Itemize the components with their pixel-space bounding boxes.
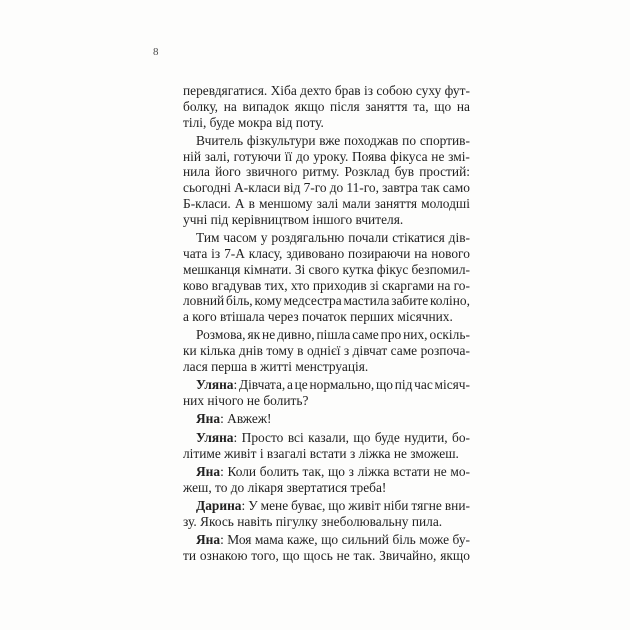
text-line: Яна: Авжеж!	[196, 411, 272, 427]
text-line: Дарина: У мене буває, що живіт ніби тягне вни-	[196, 497, 470, 513]
paragraph	[183, 133, 470, 228]
text-line: жеш, то до лікаря звертатися треба!	[183, 479, 387, 495]
speaker-name: Дарина	[196, 497, 242, 513]
paragraph	[183, 411, 470, 427]
text-line: ній залі, готуючи її до уроку. Поява фікуса не змі-	[183, 148, 470, 164]
text-line: ти ознакою того, що щось не так. Звичайно, якщо	[183, 547, 470, 563]
text-line: Яна: Коли болить так, що з ліжка встати не мо-	[196, 463, 470, 479]
text-line: Б-класи. А в меншому залі мали заняття молодші	[183, 196, 470, 212]
paragraph	[183, 83, 470, 130]
text-line: мешканця кімнати. Зі свого кутка фікус безпомил-	[183, 261, 470, 277]
speaker-name: Яна	[196, 532, 221, 548]
text-line: Яна: Моя мама каже, що сильний біль може бу-	[196, 532, 470, 548]
text-block	[183, 83, 470, 564]
text-line: болку, на випадок якщо після заняття та, що на	[183, 98, 470, 114]
text-line: ково вгадував тих, хто приходив зі скаргами на го-	[183, 277, 470, 293]
text-line: чата із 7-А класу, здивовано позираючи на нового	[183, 245, 470, 261]
text-line: Вчитель фізкультури вже походжав по спортив-	[196, 132, 470, 148]
text-line: сьогодні А-класи від 7-го до 11-го, завтра так само	[183, 180, 470, 196]
text-line: Уляна: Просто всі казали, що буде нудити, бо-	[196, 429, 470, 445]
paragraph	[183, 377, 470, 409]
speaker-name: Яна	[196, 463, 221, 479]
text-line: ловний біль, кому медсестра мастила забите коліно,	[183, 293, 470, 309]
text-line: учні під керівництвом іншого вчителя.	[183, 211, 404, 227]
page-number: 8	[153, 46, 159, 58]
text-line: Розмова, як не дивно, пішла саме про них, оскіль-	[196, 327, 470, 343]
text-line: лася перша в житті менструація.	[183, 359, 369, 375]
text-line: перевдягатися. Хіба дехто брав із собою суху фут-	[183, 83, 470, 98]
speaker-name: Уляна	[196, 377, 234, 393]
paragraph	[183, 230, 470, 325]
text-line: тілі, буде мокра від поту.	[183, 114, 324, 130]
paragraph	[183, 498, 470, 530]
speaker-name: Яна	[196, 411, 221, 427]
paragraph	[183, 532, 470, 564]
text-line: них нічого не болить?	[183, 393, 309, 409]
paragraph	[183, 464, 470, 496]
text-line: Уляна: Дівчата, а це нормально, що під час місяч-	[196, 377, 470, 393]
paragraph	[183, 327, 470, 374]
text-line: зу. Якось навіть пігулку знеболювальну пила.	[183, 513, 443, 529]
text-line: Тим часом у роздягальню почали стікатися дів-	[196, 230, 470, 246]
text-line: а кого втішала через початок перших місячних.	[183, 309, 453, 325]
speaker-name: Уляна	[196, 429, 234, 445]
text-line: літиме живіт і взагалі встати з ліжка не зможеш.	[183, 445, 459, 461]
paragraph	[183, 430, 470, 462]
text-line: нила його звичного ритму. Розклад був простий:	[183, 164, 470, 180]
text-line: ки кілька днів тому в однієї з дівчат саме розпоча-	[183, 343, 470, 359]
